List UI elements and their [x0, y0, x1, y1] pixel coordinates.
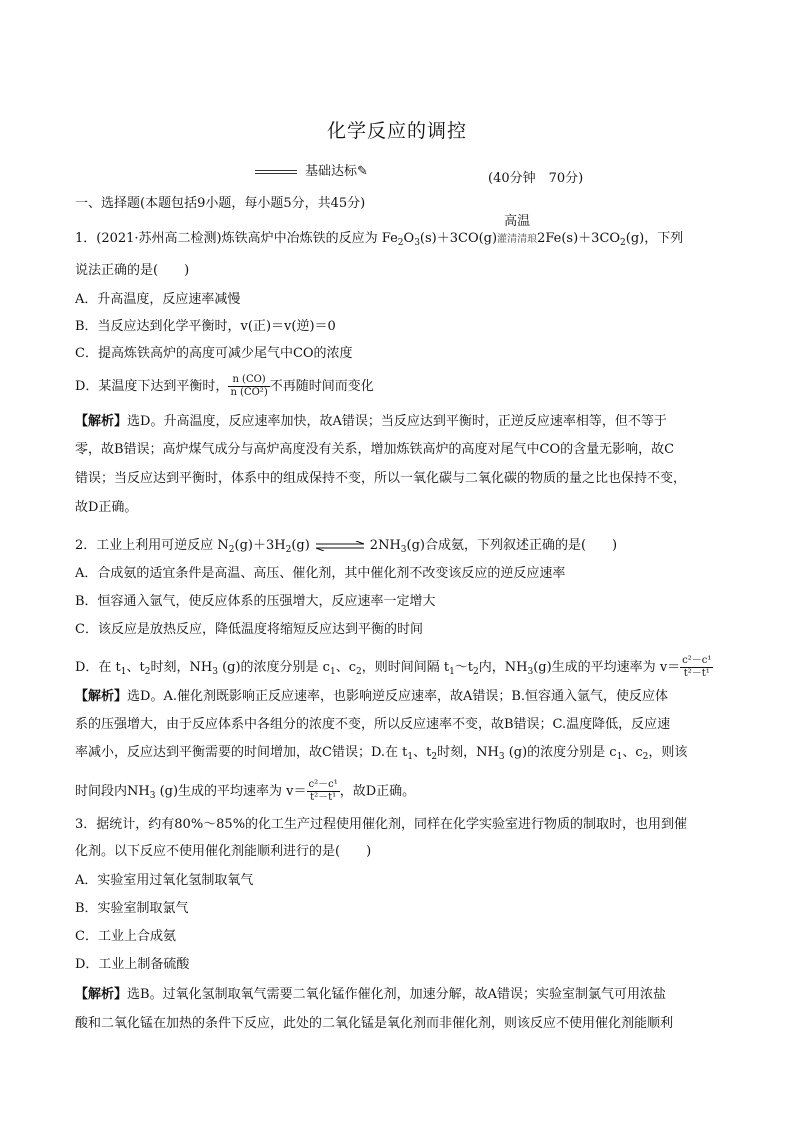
time-score: (40分钟 70分) — [488, 171, 584, 186]
q3-analysis: 【解析】选B。过氧化氢制取氧气需要二氧化锰作催化剂，加速分解，故A错误；实验室制氯气可用浓盐 — [75, 987, 666, 1002]
q3-stem-line2: 化剂。以下反应不使用催化剂能顺利进行的是( ) — [75, 844, 372, 859]
section-rule — [255, 170, 297, 174]
q1-analysis: 【解析】选D。升高温度，反应速率加快，故A错误；当反应达到平衡时，正逆反应速率相等，但不等于 — [75, 414, 667, 429]
part1-header: 一、选择题(本题包括9小题，每小题5分，共45分) — [75, 196, 366, 211]
q1-option-b: B．当反应达到化学平衡时，v(正)＝v(逆)＝0 — [75, 319, 336, 334]
fraction: $\frac{\text{c²－c¹}}{\text{t²－t¹}}$ — [682, 655, 712, 679]
q2-option-c: C．该反应是放热反应，降低温度将缩短反应达到平衡的时间 — [75, 622, 423, 637]
reaction-condition: 高温 灌清清琅 — [497, 214, 538, 245]
q3-analysis-line2: 酸和二氧化锰在加热的条件下反应，此处的二氧化锰是氧化剂而非催化剂，则该反应不使用催化剂能顺利 — [75, 1016, 674, 1031]
q3-stem: 3．据统计，约有80%～85%的化工生产过程使用催化剂，同样在化学实验室进行物质的制取时，也用到催 — [75, 817, 688, 832]
q1-option-a: A．升高温度，反应速率减慢 — [75, 292, 241, 307]
pencil-icon: ✎ — [357, 164, 368, 179]
fraction: $\frac{n (CO)}{\text{n (CO²)}}$ — [230, 374, 268, 398]
q3-option-c: C．工业上合成氨 — [75, 929, 176, 944]
page-title: 化学反应的调控 — [326, 120, 467, 142]
q2-analysis-line3: 率减小，反应达到平衡需要的时间增加，故C错误；D.在 $t_1$、$t_2$时刻，$NH_3$ (g)的浓度分别是 $c_1$、$c_2$，则该 — [75, 745, 688, 762]
equilibrium-arrow-icon — [314, 541, 366, 551]
q1-option-d: D．某温度下达到平衡时， $\frac{n (CO)}{\text{n (CO²)}}$ 不再随时间而变化 — [75, 374, 374, 398]
q2-option-b: B．恒容通入氩气，使反应体系的压强增大，反应速率一定增大 — [75, 594, 436, 609]
q3-option-a: A．实验室用过氧化氢制取氧气 — [75, 873, 254, 888]
q1-stem: 1．(2021·苏州高二检测)炼铁高炉中冶炼铁的反应为 $Fe_2O_3(s)+3CO(g)$ 高温 灌清清琅$2Fe(s)+3CO_2(g)$，下列 — [75, 214, 684, 248]
q2-analysis-line4: 时间段内$NH_3$ (g)生成的平均速率为 v＝ $\frac{\text{c²－c¹}}{\text{t²－t¹}}$ ，故D正确。 — [75, 779, 416, 803]
q1-analysis-line4: 故D正确。 — [75, 500, 138, 515]
fraction: $\frac{\text{c²－c¹}}{\text{t²－t¹}}$ — [308, 779, 338, 803]
q2-analysis: 【解析】选D。A.催化剂既影响正反应速率，也影响逆反应速率，故A错误；B.恒容通入氩气，使反应体 — [75, 689, 669, 704]
q3-option-b: B．实验室制取氯气 — [75, 901, 189, 916]
q3-option-d: D．工业上制备硫酸 — [75, 957, 190, 972]
section-heading: 基础达标✎ — [255, 160, 368, 179]
q2-stem: 2．工业上利用可逆反应 $N_2(g)+3H_2(g)$ $2NH_3(g)$合成氨，下列叙述正确的是( ) — [75, 538, 618, 555]
q2-option-a: A．合成氨的适宜条件是高温、高压、催化剂，其中催化剂不改变该反应的逆反应速率 — [75, 566, 566, 581]
q1-analysis-line2: 零，故B错误；高炉煤气成分与高炉高度没有关系，增加炼铁高炉的高度对尾气中CO的含量无影响，故C — [75, 442, 675, 457]
q2-analysis-line2: 系的压强增大，由于反应体系中各组分的浓度不变，所以反应速率不变，故B错误；C.温度降低，反应速 — [75, 717, 671, 732]
q2-option-d: D．在 $t_1$、$t_2$时刻，$NH_3$ (g)的浓度分别是 $c_1$、$c_2$，则时间间隔 $t_1\sim t_2$内，$NH_3(g)$生成的平均速率为 v＝ $\frac{\text{c²－c¹}}{\text{t²－t¹}}$ — [75, 655, 712, 679]
q1-option-c: C．提高炼铁高炉的高度可减少尾气中CO的浓度 — [75, 346, 353, 361]
q1-analysis-line3: 错误；当反应达到平衡时，体系中的组成保持不变，所以一氧化碳与二氧化碳的物质的量之比也保持不变， — [75, 471, 687, 486]
q1-stem-line2: 说法正确的是( ) — [75, 263, 190, 278]
